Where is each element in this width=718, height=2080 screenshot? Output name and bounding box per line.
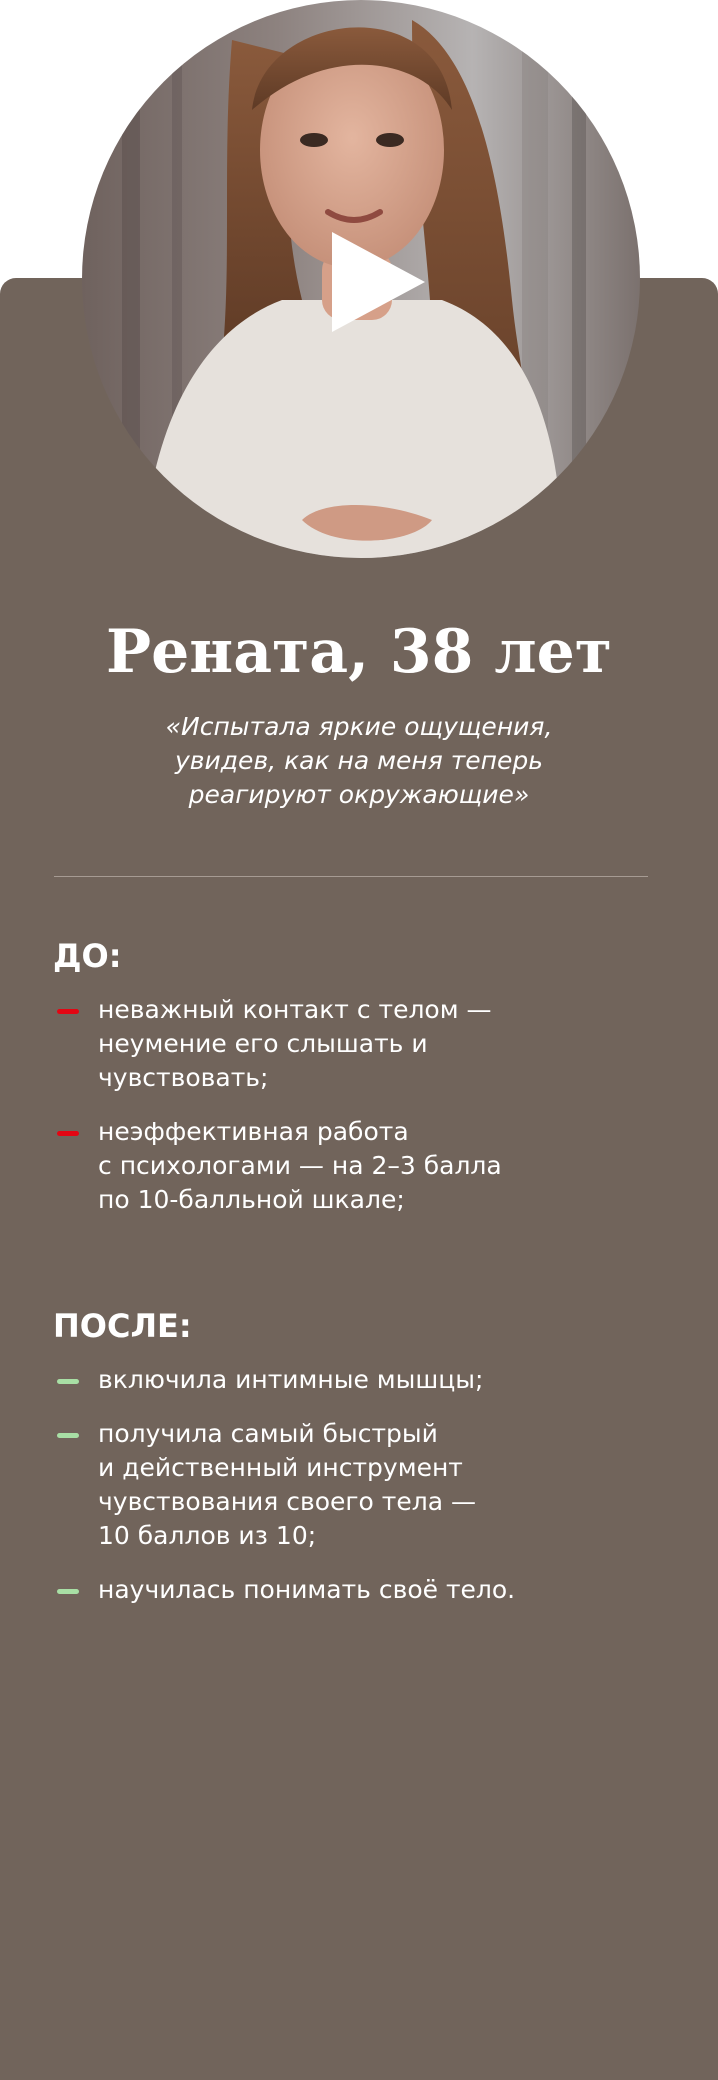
section-divider bbox=[54, 876, 648, 877]
before-list bbox=[0, 993, 718, 1237]
item-line: с психологами — на 2–3 балла bbox=[98, 1151, 502, 1180]
item-line: неэффективная работа bbox=[98, 1117, 409, 1146]
plus-bullet-icon bbox=[57, 1433, 79, 1438]
item-line: и действенный инструмент bbox=[98, 1453, 463, 1482]
after-item bbox=[0, 1417, 718, 1553]
after-item bbox=[0, 1573, 718, 1607]
testimonial-quote bbox=[100, 710, 618, 812]
minus-bullet-icon bbox=[57, 1009, 79, 1014]
before-title: ДО: bbox=[53, 937, 122, 975]
item-line: по 10-балльной шкале; bbox=[98, 1185, 405, 1214]
quote-line: увидев, как на меня теперь bbox=[175, 746, 543, 775]
person-name: Рената, 38 лет bbox=[106, 617, 612, 687]
before-item bbox=[0, 1115, 718, 1217]
after-item bbox=[0, 1363, 718, 1397]
plus-bullet-icon bbox=[57, 1589, 79, 1594]
item-line: чувствовать; bbox=[98, 1063, 269, 1092]
item-line: неважный контакт с телом — bbox=[98, 995, 492, 1024]
item-line: научилась понимать своё тело. bbox=[98, 1575, 516, 1604]
minus-bullet-icon bbox=[57, 1131, 79, 1136]
item-line: 10 баллов из 10; bbox=[98, 1521, 317, 1550]
item-line: неумение его слышать и bbox=[98, 1029, 428, 1058]
item-line: включила интимные мышцы; bbox=[98, 1365, 484, 1394]
plus-bullet-icon bbox=[57, 1379, 79, 1384]
video-thumbnail[interactable] bbox=[82, 0, 640, 558]
after-list bbox=[0, 1363, 718, 1627]
quote-line: «Испытала яркие ощущения, bbox=[165, 712, 553, 741]
item-line: чувствования своего тела — bbox=[98, 1487, 476, 1516]
after-title: ПОСЛЕ: bbox=[53, 1307, 192, 1345]
quote-line: реагируют окружающие» bbox=[188, 780, 530, 809]
before-item bbox=[0, 993, 718, 1095]
video-preview-image bbox=[82, 0, 640, 558]
item-line: получила самый быстрый bbox=[98, 1419, 438, 1448]
